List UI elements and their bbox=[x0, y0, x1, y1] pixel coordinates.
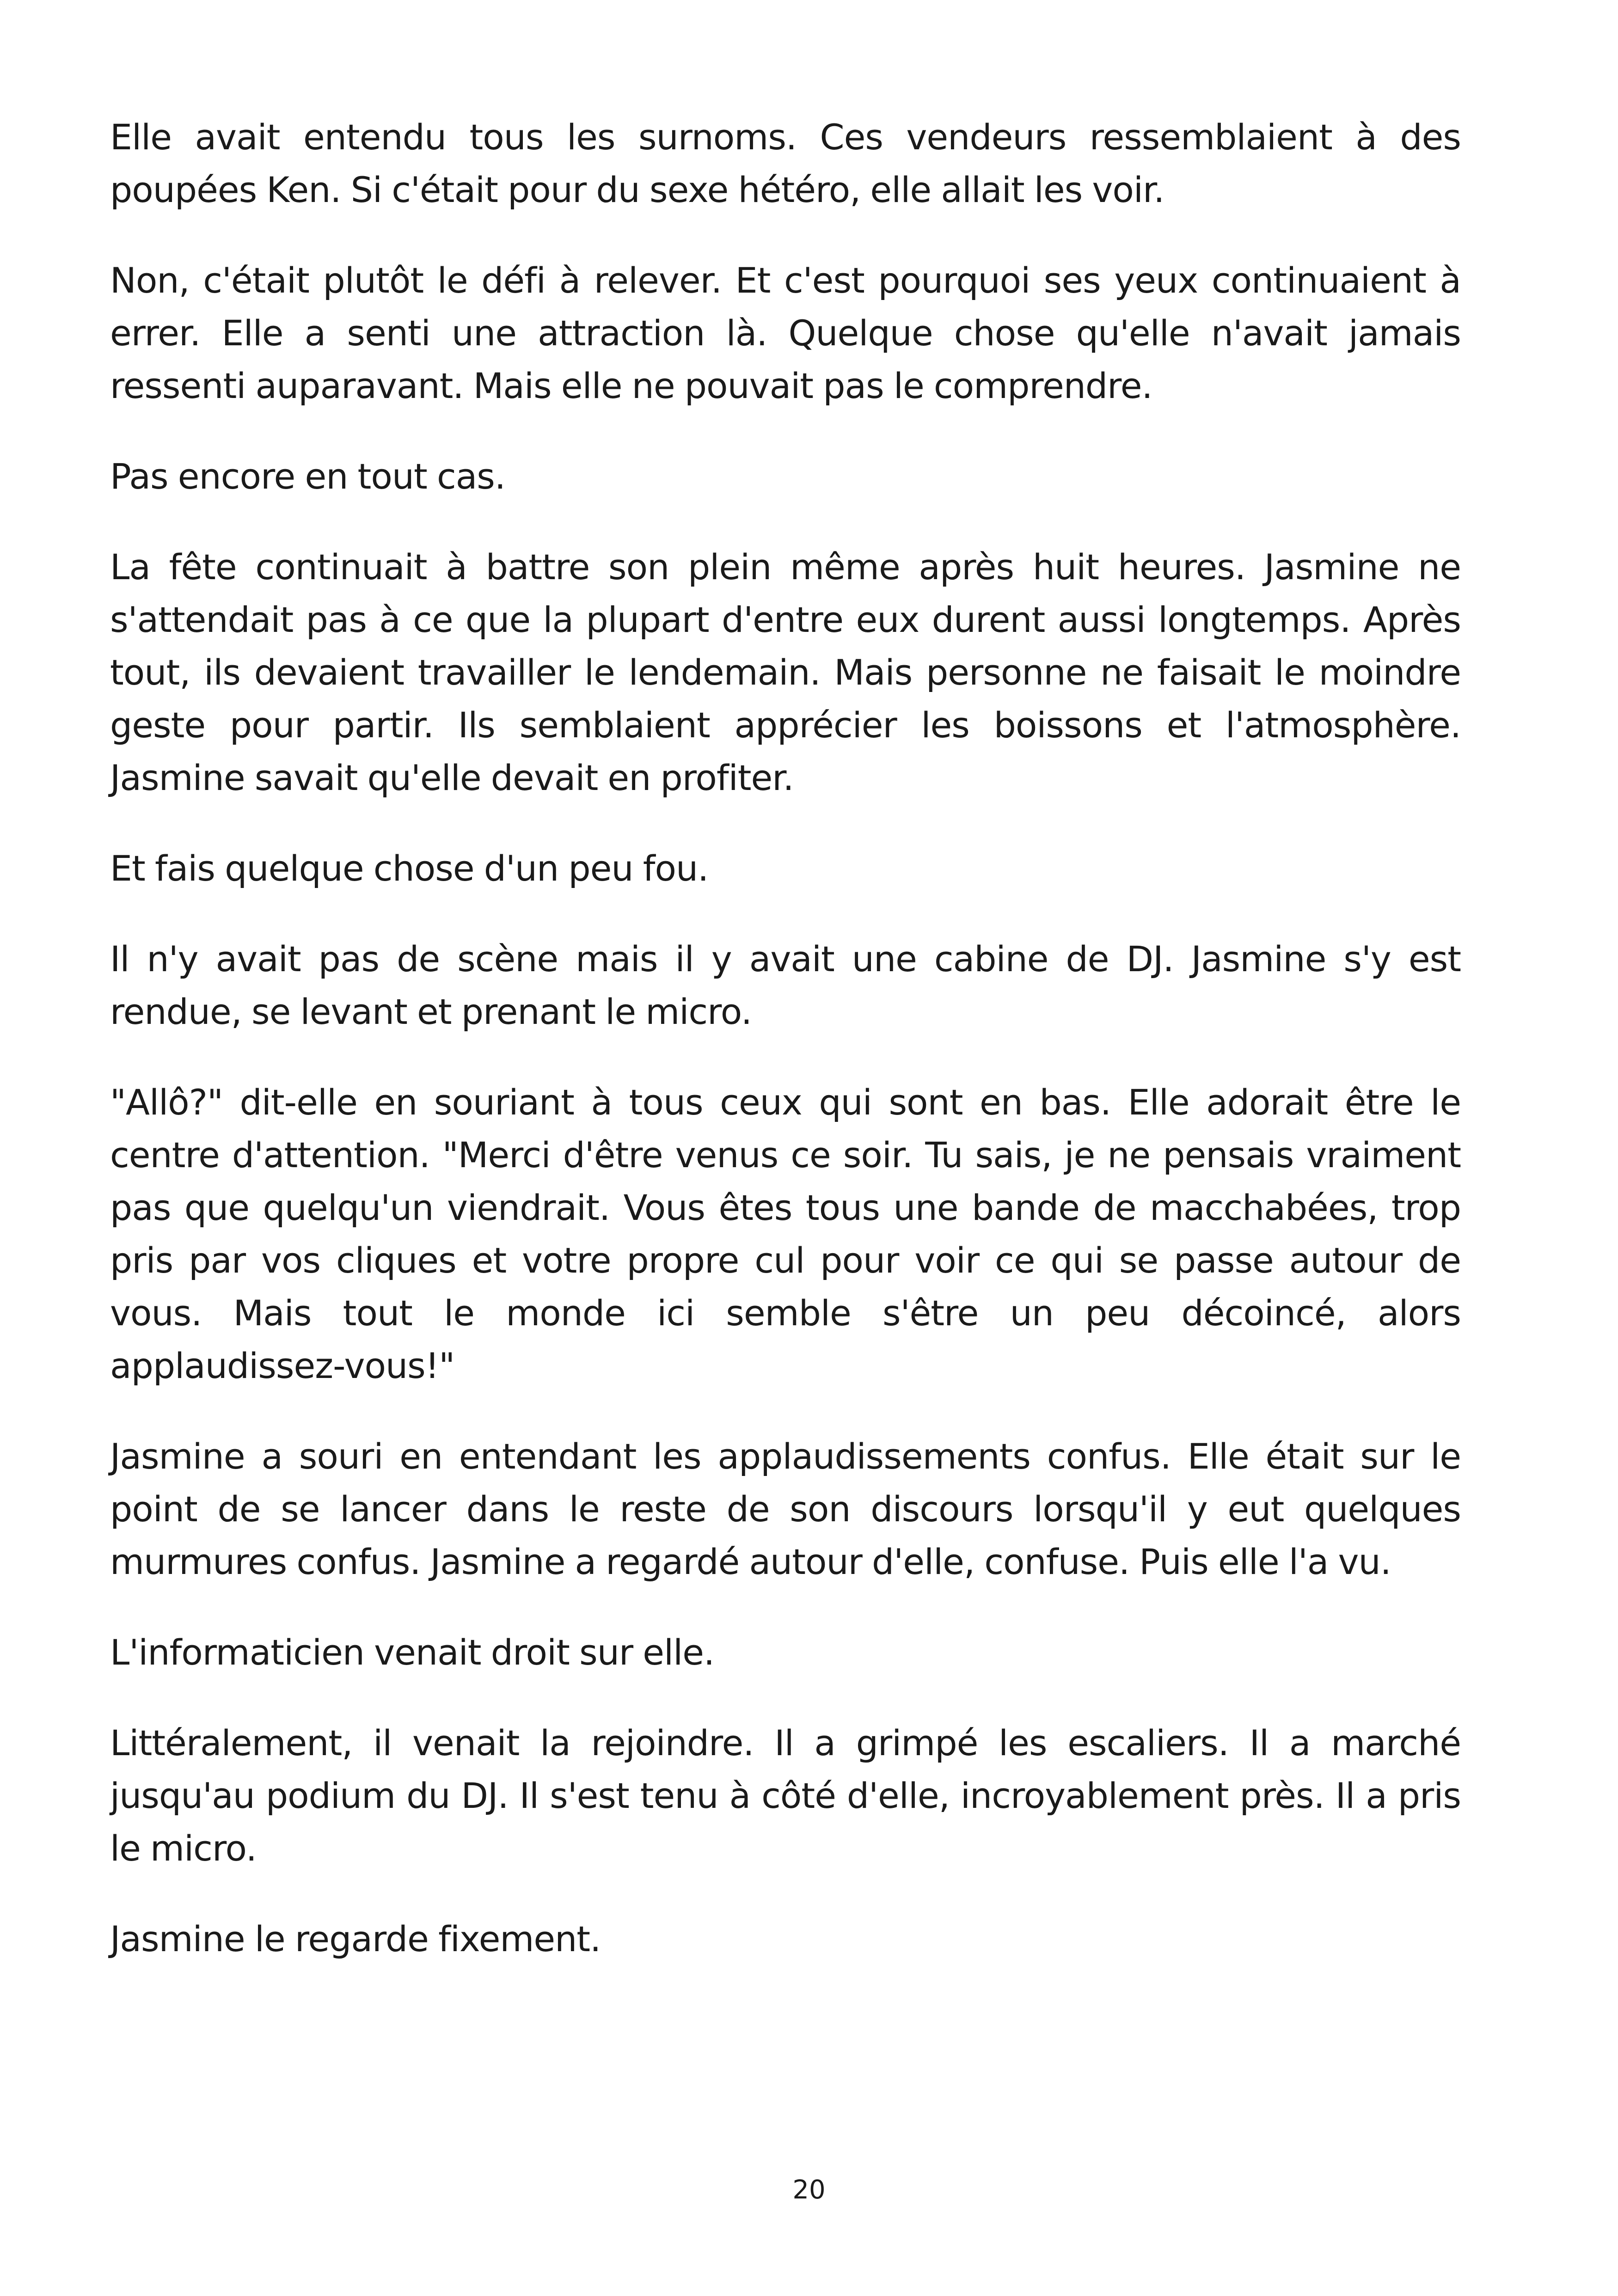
page-number: 20 bbox=[792, 2175, 826, 2205]
paragraph-3: Pas encore en tout cas. bbox=[110, 456, 506, 497]
paragraph-11: Jasmine le regarde fixement. bbox=[110, 1918, 601, 1959]
paragraph-10: Littéralement, il venait la rejoindre. Il a grimpé les escaliers. Il a marché jusqu'au podium du DJ. Il s'est tenu à côté d'elle, incroyablement près. Il a pris le micro. bbox=[110, 1722, 1461, 1869]
paragraph-1: Elle avait entendu tous les surnoms. Ces vendeurs ressemblaient à des poupées Ken. Si c'était pour du sexe hétéro, elle allait les voir. bbox=[110, 116, 1461, 210]
paragraph-8: Jasmine a souri en entendant les applaudissements confus. Elle était sur le point de se lancer dans le reste de son discours lorsqu'il y eut quelques murmures confus. Jasmine a regardé autour d'elle, confuse. Puis elle l'a vu. bbox=[110, 1436, 1461, 1582]
paragraph-7: "Allô?" dit-elle en souriant à tous ceux qui sont en bas. Elle adorait être le centre d'attention. "Merci d'être venus ce soir. Tu sais, je ne pensais vraiment pas que quelqu'un viendrait. Vous êtes tous une bande de macchabées, trop pris par vos cliques et votre propre cul pour voir ce qui se passe autour de vous. Mais tout le monde ici semble s'être un peu décoincé, alors applaudissez-vous!" bbox=[110, 1082, 1461, 1386]
paragraph-2: Non, c'était plutôt le défi à relever. Et c'est pourquoi ses yeux continuaient à errer. Elle a senti une attraction là. Quelque chose qu'elle n'avait jamais ressenti auparavant. Mais elle ne pouvait pas le comprendre. bbox=[110, 260, 1461, 406]
paragraph-4: La fête continuait à battre son plein même après huit heures. Jasmine ne s'attendait pas à ce que la plupart d'entre eux durent aussi longtemps. Après tout, ils devaient travailler le lendemain. Mais personne ne faisait le moindre geste pour partir. Ils semblaient apprécier les boissons et l'atmosphère. Jasmine savait qu'elle devait en profiter. bbox=[110, 546, 1461, 798]
paragraph-9: L'informaticien venait droit sur elle. bbox=[110, 1632, 715, 1673]
body-text bbox=[110, 111, 1461, 2003]
paragraph-5: Et fais quelque chose d'un peu fou. bbox=[110, 848, 709, 889]
paragraph-6: Il n'y avait pas de scène mais il y avait une cabine de DJ. Jasmine s'y est rendue, se levant et prenant le micro. bbox=[110, 938, 1461, 1032]
